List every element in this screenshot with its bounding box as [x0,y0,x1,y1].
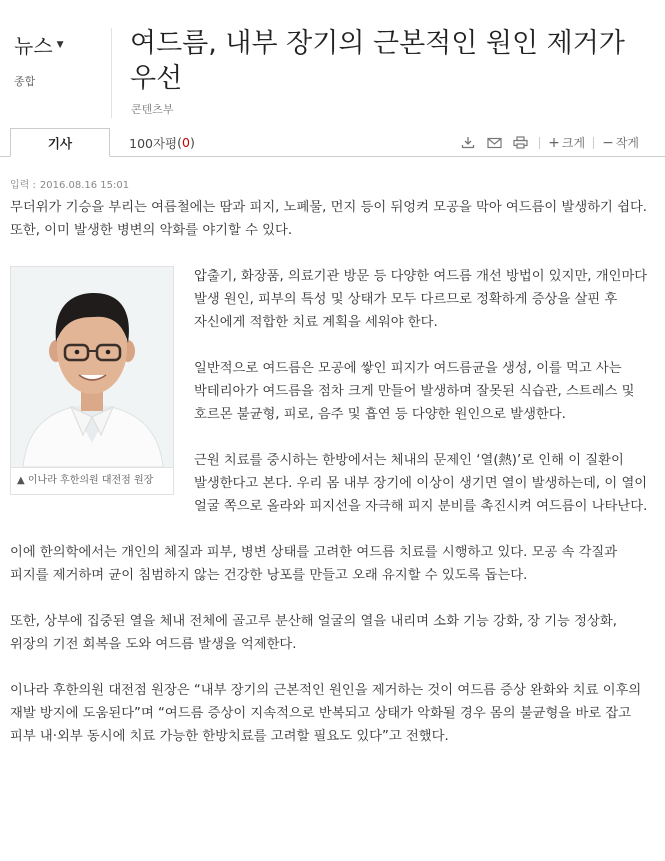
article-date [10,176,133,191]
font-smaller-button[interactable] [602,134,639,151]
section-subtitle: 종합 [14,75,36,88]
article-tools [453,134,639,151]
article-intro: 무더위가 기승을 부리는 여름철에는 땀과 피지, 노폐물, 먼지 등이 뒤엉켜 모공을 막아 여드름이 발생하기 쉽다. 또한, 이미 발생한 병변의 악화를 야기할 수 있다. [10,200,648,238]
article-paragraph: 이에 한의학에서는 개인의 체질과 피부, 병변 상태를 고려한 여드름 치료를 시행하고 있다. 모공 속 각질과 피지를 제거하며 균이 침범하지 않는 건강한 낭포를 만들고 오래 유지할 수 있도록 돕는다. [10,545,618,583]
tools-divider-2 [593,137,594,149]
tab-article[interactable] [10,128,110,157]
tools-divider [539,137,540,149]
article-paragraph: 압출기, 화장품, 의료기관 방문 등 다양한 여드름 개선 방법이 있지만, 개인마다 발생 원인, 피부의 특성 및 상태가 모두 다르므로 정확하게 증상을 살핀 후 자신에게 적합한 치료 계획을 세워야 한다. [194,269,648,330]
tab-article-label[interactable]: 기사 [47,135,73,151]
article-photo-figure [10,266,174,495]
section-dropdown[interactable] [14,30,109,59]
article-tabbar [0,128,665,157]
print-icon[interactable] [509,135,531,151]
plus-icon[interactable]: + [548,134,560,151]
comments-count[interactable]: 0 [182,135,190,150]
minus-icon[interactable]: − [602,134,614,151]
section-nav [14,30,109,89]
article-author: 콘텐츠부 [131,103,174,116]
article-paragraph: 일반적으로 여드름은 모공에 쌓인 피지가 여드름균을 생성, 이를 먹고 사는 박테리아가 여드름을 점차 크게 만들어 발생하며 잘못된 식습관, 스트레스 및 호르몬 불균형, 피로, 음주 및 흡연 등 다양한 원인으로 발생한다. [194,361,635,422]
email-icon[interactable] [483,135,505,151]
caret-down-icon[interactable]: ▼ [56,39,64,50]
article-title: 여드름, 내부 장기의 근본적인 원인 제거가 우선 [130,28,625,94]
article-paragraph: 또한, 상부에 집중된 열을 체내 전체에 골고루 분산해 얼굴의 열을 내리며 소화 기능 강화, 장 기능 정상화, 위장의 기전 회복을 도와 여드름 발생을 억제한다. [10,614,617,652]
photo-caption: ▲ 이나라 후한의원 대전점 원장 [11,467,173,494]
article-paragraph: 근원 치료를 중시하는 한방에서는 체내의 문제인 ‘열(熱)’로 인해 이 질환이 발생한다고 본다. 우리 몸 내부 장기에 이상이 생기면 열이 발생하는데, 이 열이 얼굴 쪽으로 올라와 피지선을 자극해 피지 분비를 촉진시켜 여드름이 나타난다. [194,453,648,514]
tab-comments-label[interactable]: 100자평 [129,135,178,151]
section-title[interactable]: 뉴스 [14,34,53,58]
font-smaller-label[interactable]: 작게 [615,136,639,150]
font-larger-label[interactable]: 크게 [561,136,586,150]
article-body [10,196,653,771]
font-larger-button[interactable] [548,134,585,151]
tab-comments[interactable] [112,128,212,157]
download-icon[interactable] [457,135,479,151]
comments-paren-open: ( [177,135,183,150]
date-label: 입력 : [10,180,36,191]
doctor-portrait-image [11,267,173,467]
comments-paren-close: ) [189,135,195,150]
header-divider [111,28,112,118]
article-paragraph: 이나라 후한의원 대전점 원장은 “내부 장기의 근본적인 원인을 제거하는 것이 여드름 증상 완화와 치료 이후의 재발 방지에 도움된다”며 “여드름 증상이 지속적으로 반복되고 상태가 악화될 경우 몸의 불균형을 바로 잡고 피부 내·외부 동시에 치료 가능한 한방치료를 고려할 필요도 있다”고 전했다. [10,683,642,744]
date-value: 2016.08.16 15:01 [39,180,130,191]
